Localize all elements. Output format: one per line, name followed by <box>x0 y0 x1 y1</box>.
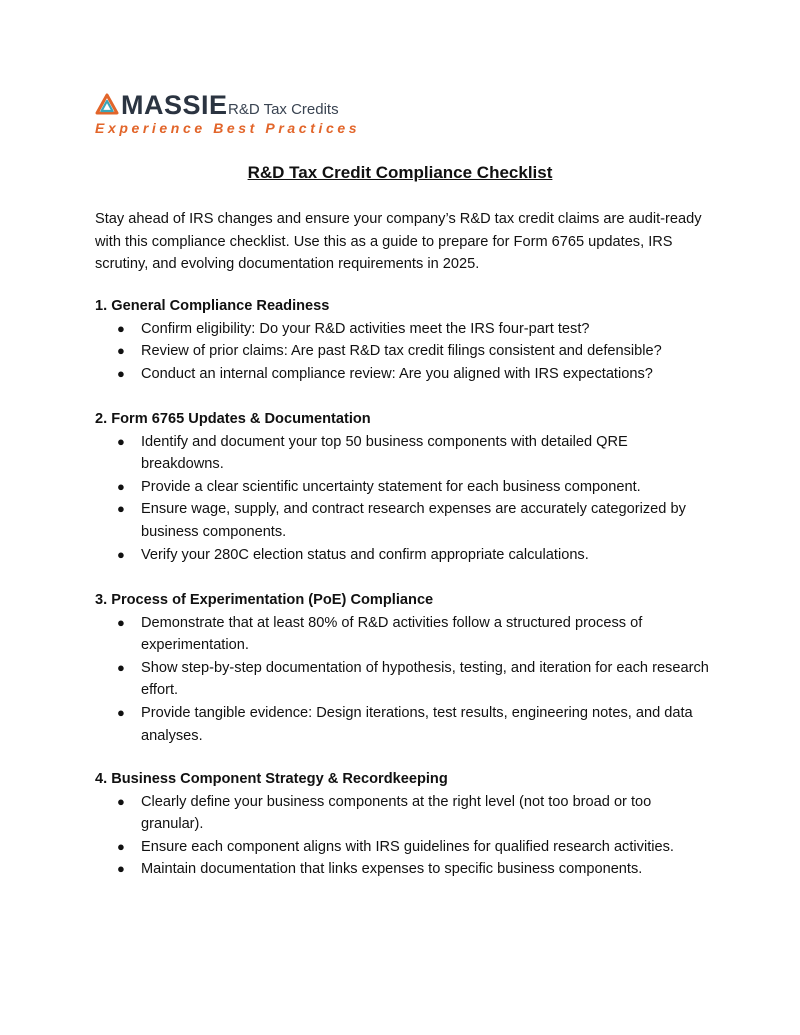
checklist-item-text: Verify your 280C election status and confirm appropriate calculations. <box>141 546 589 563</box>
checklist-item <box>95 657 710 702</box>
bullet-icon: ● <box>117 704 125 720</box>
checklist-item-text: Ensure wage, supply, and contract research expenses are accurately categorized by business components. <box>141 501 686 540</box>
section-heading: 3. Process of Experimentation (PoE) Compliance <box>95 592 434 608</box>
bullet-icon: ● <box>117 365 125 381</box>
checklist-item-text: Show step-by-step documentation of hypothesis, testing, and iteration for each research effort. <box>141 659 709 699</box>
checklist-item-text: Maintain documentation that links expenses to specific business components. <box>141 861 643 878</box>
section-form-6765 <box>95 408 710 566</box>
checklist <box>95 318 710 386</box>
checklist-item-text: Conduct an internal compliance review: Are you aligned with IRS expectations? <box>141 365 653 382</box>
checklist-item-text: Ensure each component aligns with IRS guidelines for qualified research activities. <box>141 838 674 855</box>
section-heading: 4. Business Component Strategy & Recordkeeping <box>95 771 448 787</box>
checklist-item-text: Review of prior claims: Are past R&D tax credit filings consistent and defensible? <box>141 343 662 360</box>
bullet-icon: ● <box>117 861 125 877</box>
checklist-item-text: Confirm eligibility: Do your R&D activities meet the IRS four-part test? <box>141 320 590 337</box>
section-process-of-experimentation <box>95 589 710 747</box>
checklist-item <box>95 544 710 567</box>
checklist-item <box>95 498 710 543</box>
intro-paragraph: Stay ahead of IRS changes and ensure your company’s R&D tax credit claims are audit-ready with this compliance checklist. Use this as a guide to prepare for Form 6765 updates, IRS scrutiny, and evolving documentation requirements in 2025. <box>95 211 702 273</box>
checklist-item-text: Provide tangible evidence: Design iterations, test results, engineering notes, and data analyses. <box>141 704 693 744</box>
bullet-icon: ● <box>117 614 125 630</box>
checklist-item-text: Provide a clear scientific uncertainty statement for each business component. <box>141 478 641 495</box>
massie-triangle-logo-icon <box>95 93 119 117</box>
checklist-item-text: Identify and document your top 50 business components with detailed QRE breakdowns. <box>141 433 628 473</box>
checklist-item <box>95 476 710 499</box>
checklist-item <box>95 318 710 341</box>
logo-subtitle: R&D Tax Credits <box>228 101 339 118</box>
section-business-component-strategy <box>95 768 710 881</box>
bullet-icon: ● <box>117 659 125 675</box>
bullet-icon: ● <box>117 501 125 517</box>
bullet-icon: ● <box>117 433 125 449</box>
checklist-item <box>95 858 710 881</box>
checklist-item-text: Demonstrate that at least 80% of R&D activities follow a structured process of experimentation. <box>141 614 643 654</box>
checklist-item <box>95 340 710 363</box>
checklist-item <box>95 431 710 476</box>
checklist-item <box>95 612 710 657</box>
section-general-compliance <box>95 295 710 385</box>
bullet-icon: ● <box>117 343 125 359</box>
logo-name: MASSIE <box>121 90 228 120</box>
bullet-icon: ● <box>117 478 125 494</box>
checklist <box>95 612 710 748</box>
bullet-icon: ● <box>117 793 125 809</box>
section-heading: 2. Form 6765 Updates & Documentation <box>95 411 371 427</box>
bullet-icon: ● <box>117 320 125 336</box>
checklist-item <box>95 363 710 386</box>
checklist-item <box>95 791 710 836</box>
bullet-icon: ● <box>117 546 125 562</box>
company-logo <box>95 90 361 138</box>
checklist <box>95 791 710 881</box>
checklist <box>95 431 710 567</box>
bullet-icon: ● <box>117 838 125 854</box>
checklist-item-text: Clearly define your business components at the right level (not too broad or too granular). <box>141 793 652 833</box>
checklist-item <box>95 836 710 859</box>
section-heading: 1. General Compliance Readiness <box>95 298 330 314</box>
document-title: R&D Tax Credit Compliance Checklist <box>247 163 553 182</box>
logo-tagline: Experience Best Practices <box>95 120 361 136</box>
checklist-item <box>95 702 710 747</box>
